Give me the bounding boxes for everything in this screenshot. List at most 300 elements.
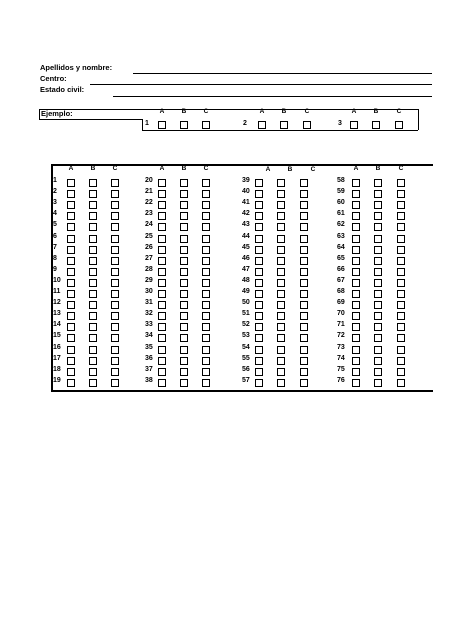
question-52-option-c-checkbox[interactable] [300,323,308,331]
question-number: 2 [53,188,57,195]
question-27-option-c-checkbox[interactable] [202,257,210,265]
question-19-option-a-checkbox[interactable] [67,379,75,387]
question-70-option-c-checkbox[interactable] [397,312,405,320]
question-51-option-a-checkbox[interactable] [255,312,263,320]
question-4-option-a-checkbox[interactable] [67,212,75,220]
question-21-option-c-checkbox[interactable] [202,190,210,198]
question-24-option-b-checkbox[interactable] [180,223,188,231]
question-13-option-a-checkbox[interactable] [67,312,75,320]
question-44-option-b-checkbox[interactable] [277,235,285,243]
question-73-option-a-checkbox[interactable] [352,346,360,354]
question-number: 66 [337,266,345,273]
question-34-option-b-checkbox[interactable] [180,334,188,342]
question-number: 27 [145,255,153,262]
question-53-option-b-checkbox[interactable] [277,334,285,342]
question-56-option-a-checkbox[interactable] [255,368,263,376]
question-number: 44 [242,233,250,240]
question-number: 76 [337,377,345,384]
question-number: 18 [53,366,61,373]
question-72-option-c-checkbox[interactable] [397,334,405,342]
question-73-option-c-checkbox[interactable] [397,346,405,354]
question-30-option-c-checkbox[interactable] [202,290,210,298]
question-32-option-c-checkbox[interactable] [202,312,210,320]
question-29-option-b-checkbox[interactable] [180,279,188,287]
question-26-option-b-checkbox[interactable] [180,246,188,254]
example-option-header-b: B [181,108,187,115]
example-option-header-b: B [373,108,379,115]
question-19-option-b-checkbox[interactable] [89,379,97,387]
question-9-option-a-checkbox[interactable] [67,268,75,276]
question-5-option-a-checkbox[interactable] [67,223,75,231]
question-19-option-c-checkbox[interactable] [111,379,119,387]
question-40-option-c-checkbox[interactable] [300,190,308,198]
question-64-option-c-checkbox[interactable] [397,246,405,254]
question-8-option-b-checkbox[interactable] [89,257,97,265]
question-17-option-c-checkbox[interactable] [111,357,119,365]
question-31-option-a-checkbox[interactable] [158,301,166,309]
question-3-option-b-checkbox[interactable] [89,201,97,209]
question-number: 68 [337,288,345,295]
question-11-option-c-checkbox[interactable] [111,290,119,298]
question-49-option-c-checkbox[interactable] [300,290,308,298]
civil-status-label: Estado civil: [40,85,85,94]
question-number: 63 [337,233,345,240]
column-2-header-a: A [159,165,165,172]
question-number: 41 [242,199,250,206]
question-number: 45 [242,244,250,251]
question-57-option-c-checkbox[interactable] [300,379,308,387]
question-number: 75 [337,366,345,373]
question-74-option-b-checkbox[interactable] [374,357,382,365]
question-number: 25 [145,233,153,240]
question-number: 19 [53,377,61,384]
question-40-option-b-checkbox[interactable] [277,190,285,198]
question-41-option-c-checkbox[interactable] [300,201,308,209]
question-55-option-b-checkbox[interactable] [277,357,285,365]
question-number: 65 [337,255,345,262]
question-60-option-c-checkbox[interactable] [397,201,405,209]
question-8-option-a-checkbox[interactable] [67,257,75,265]
question-76-option-b-checkbox[interactable] [374,379,382,387]
question-46-option-b-checkbox[interactable] [277,257,285,265]
question-number: 48 [242,277,250,284]
question-28-option-b-checkbox[interactable] [180,268,188,276]
example-option-header-a: A [259,108,265,115]
question-43-option-c-checkbox[interactable] [300,223,308,231]
question-31-option-b-checkbox[interactable] [180,301,188,309]
question-18-option-b-checkbox[interactable] [89,368,97,376]
example-option-header-a: A [159,108,165,115]
question-2-option-c-checkbox[interactable] [111,190,119,198]
question-55-option-a-checkbox[interactable] [255,357,263,365]
question-42-option-b-checkbox[interactable] [277,212,285,220]
question-number: 30 [145,288,153,295]
question-69-option-c-checkbox[interactable] [397,301,405,309]
question-9-option-c-checkbox[interactable] [111,268,119,276]
question-52-option-a-checkbox[interactable] [255,323,263,331]
question-53-option-a-checkbox[interactable] [255,334,263,342]
question-26-option-c-checkbox[interactable] [202,246,210,254]
question-number: 67 [337,277,345,284]
question-number: 12 [53,299,61,306]
question-50-option-c-checkbox[interactable] [300,301,308,309]
question-72-option-b-checkbox[interactable] [374,334,382,342]
question-43-option-a-checkbox[interactable] [255,223,263,231]
question-25-option-a-checkbox[interactable] [158,235,166,243]
question-74-option-c-checkbox[interactable] [397,357,405,365]
question-15-option-b-checkbox[interactable] [89,334,97,342]
question-33-option-a-checkbox[interactable] [158,323,166,331]
question-3-option-a-checkbox[interactable] [67,201,75,209]
question-14-option-b-checkbox[interactable] [89,323,97,331]
question-46-option-c-checkbox[interactable] [300,257,308,265]
question-54-option-c-checkbox[interactable] [300,346,308,354]
column-4-header-c: C [398,165,404,172]
question-59-option-a-checkbox[interactable] [352,190,360,198]
question-25-option-b-checkbox[interactable] [180,235,188,243]
question-56-option-b-checkbox[interactable] [277,368,285,376]
question-56-option-c-checkbox[interactable] [300,368,308,376]
question-42-option-c-checkbox[interactable] [300,212,308,220]
question-63-option-c-checkbox[interactable] [397,235,405,243]
example-1-option-a-checkbox[interactable] [158,121,166,129]
question-35-option-c-checkbox[interactable] [202,346,210,354]
question-70-option-b-checkbox[interactable] [374,312,382,320]
question-64-option-a-checkbox[interactable] [352,246,360,254]
question-51-option-c-checkbox[interactable] [300,312,308,320]
name-label: Apellidos y nombre: [40,63,113,72]
question-52-option-b-checkbox[interactable] [277,323,285,331]
question-70-option-a-checkbox[interactable] [352,312,360,320]
question-59-option-c-checkbox[interactable] [397,190,405,198]
question-20-option-a-checkbox[interactable] [158,179,166,187]
question-46-option-a-checkbox[interactable] [255,257,263,265]
question-25-option-c-checkbox[interactable] [202,235,210,243]
question-28-option-c-checkbox[interactable] [202,268,210,276]
question-14-option-a-checkbox[interactable] [67,323,75,331]
question-20-option-b-checkbox[interactable] [180,179,188,187]
question-number: 20 [145,177,153,184]
question-number: 28 [145,266,153,273]
question-63-option-b-checkbox[interactable] [374,235,382,243]
question-number: 71 [337,321,345,328]
question-66-option-c-checkbox[interactable] [397,268,405,276]
example-item-number: 1 [145,120,149,127]
question-1-option-b-checkbox[interactable] [89,179,97,187]
question-7-option-a-checkbox[interactable] [67,246,75,254]
question-55-option-c-checkbox[interactable] [300,357,308,365]
question-17-option-b-checkbox[interactable] [89,357,97,365]
question-number: 60 [337,199,345,206]
question-29-option-a-checkbox[interactable] [158,279,166,287]
column-2-header-b: B [181,165,187,172]
question-47-option-c-checkbox[interactable] [300,268,308,276]
question-34-option-c-checkbox[interactable] [202,334,210,342]
question-36-option-a-checkbox[interactable] [158,357,166,365]
question-number: 3 [53,199,57,206]
question-26-option-a-checkbox[interactable] [158,246,166,254]
question-number: 61 [337,210,345,217]
example-2-option-b-checkbox[interactable] [280,121,288,129]
question-40-option-a-checkbox[interactable] [255,190,263,198]
question-10-option-c-checkbox[interactable] [111,279,119,287]
question-65-option-c-checkbox[interactable] [397,257,405,265]
example-2-option-c-checkbox[interactable] [303,121,311,129]
question-57-option-b-checkbox[interactable] [277,379,285,387]
question-number: 74 [337,355,345,362]
question-66-option-a-checkbox[interactable] [352,268,360,276]
question-58-option-b-checkbox[interactable] [374,179,382,187]
question-20-option-c-checkbox[interactable] [202,179,210,187]
question-30-option-a-checkbox[interactable] [158,290,166,298]
question-74-option-a-checkbox[interactable] [352,357,360,365]
question-64-option-b-checkbox[interactable] [374,246,382,254]
question-67-option-c-checkbox[interactable] [397,279,405,287]
question-8-option-c-checkbox[interactable] [111,257,119,265]
question-11-option-b-checkbox[interactable] [89,290,97,298]
question-65-option-a-checkbox[interactable] [352,257,360,265]
question-39-option-a-checkbox[interactable] [255,179,263,187]
question-49-option-a-checkbox[interactable] [255,290,263,298]
question-number: 54 [242,344,250,351]
question-68-option-c-checkbox[interactable] [397,290,405,298]
question-12-option-c-checkbox[interactable] [111,301,119,309]
question-number: 64 [337,244,345,251]
question-27-option-a-checkbox[interactable] [158,257,166,265]
example-box-border-mid [39,119,142,120]
question-58-option-a-checkbox[interactable] [352,179,360,187]
question-63-option-a-checkbox[interactable] [352,235,360,243]
question-13-option-c-checkbox[interactable] [111,312,119,320]
question-24-option-a-checkbox[interactable] [158,223,166,231]
question-39-option-c-checkbox[interactable] [300,179,308,187]
question-48-option-a-checkbox[interactable] [255,279,263,287]
question-2-option-a-checkbox[interactable] [67,190,75,198]
question-44-option-a-checkbox[interactable] [255,235,263,243]
civil-status-field-line[interactable] [113,96,432,97]
question-number: 21 [145,188,153,195]
question-59-option-b-checkbox[interactable] [374,190,382,198]
question-7-option-b-checkbox[interactable] [89,246,97,254]
question-23-option-c-checkbox[interactable] [202,212,210,220]
question-number: 17 [53,355,61,362]
question-76-option-a-checkbox[interactable] [352,379,360,387]
question-37-option-a-checkbox[interactable] [158,368,166,376]
question-number: 40 [242,188,250,195]
question-45-option-c-checkbox[interactable] [300,246,308,254]
question-6-option-c-checkbox[interactable] [111,235,119,243]
question-36-option-b-checkbox[interactable] [180,357,188,365]
question-60-option-b-checkbox[interactable] [374,201,382,209]
question-1-option-c-checkbox[interactable] [111,179,119,187]
name-field-line[interactable] [133,73,432,74]
example-box-border-top [39,109,418,110]
question-43-option-b-checkbox[interactable] [277,223,285,231]
question-18-option-a-checkbox[interactable] [67,368,75,376]
question-31-option-c-checkbox[interactable] [202,301,210,309]
question-61-option-b-checkbox[interactable] [374,212,382,220]
question-58-option-c-checkbox[interactable] [397,179,405,187]
question-9-option-b-checkbox[interactable] [89,268,97,276]
question-50-option-b-checkbox[interactable] [277,301,285,309]
question-71-option-a-checkbox[interactable] [352,323,360,331]
question-number: 51 [242,310,250,317]
question-28-option-a-checkbox[interactable] [158,268,166,276]
center-label: Centro: [40,74,67,83]
question-62-option-a-checkbox[interactable] [352,223,360,231]
question-number: 52 [242,321,250,328]
question-17-option-a-checkbox[interactable] [67,357,75,365]
question-48-option-b-checkbox[interactable] [277,279,285,287]
question-3-option-c-checkbox[interactable] [111,201,119,209]
question-72-option-a-checkbox[interactable] [352,334,360,342]
question-65-option-b-checkbox[interactable] [374,257,382,265]
question-24-option-c-checkbox[interactable] [202,223,210,231]
example-2-option-a-checkbox[interactable] [258,121,266,129]
center-field-line[interactable] [90,84,432,85]
example-3-option-c-checkbox[interactable] [395,121,403,129]
answer-grid-border-bottom [51,390,433,392]
question-10-option-b-checkbox[interactable] [89,279,97,287]
example-3-option-a-checkbox[interactable] [350,121,358,129]
example-box-border-step [142,119,143,130]
question-21-option-a-checkbox[interactable] [158,190,166,198]
question-71-option-c-checkbox[interactable] [397,323,405,331]
question-75-option-b-checkbox[interactable] [374,368,382,376]
column-3-header-c: C [310,166,316,173]
question-62-option-b-checkbox[interactable] [374,223,382,231]
question-6-option-a-checkbox[interactable] [67,235,75,243]
question-42-option-a-checkbox[interactable] [255,212,263,220]
question-61-option-a-checkbox[interactable] [352,212,360,220]
question-16-option-b-checkbox[interactable] [89,346,97,354]
question-50-option-a-checkbox[interactable] [255,301,263,309]
question-53-option-c-checkbox[interactable] [300,334,308,342]
question-41-option-a-checkbox[interactable] [255,201,263,209]
question-16-option-a-checkbox[interactable] [67,346,75,354]
question-22-option-a-checkbox[interactable] [158,201,166,209]
question-33-option-c-checkbox[interactable] [202,323,210,331]
question-16-option-c-checkbox[interactable] [111,346,119,354]
question-23-option-a-checkbox[interactable] [158,212,166,220]
example-label: Ejemplo: [41,109,73,118]
question-45-option-a-checkbox[interactable] [255,246,263,254]
question-7-option-c-checkbox[interactable] [111,246,119,254]
question-35-option-b-checkbox[interactable] [180,346,188,354]
question-15-option-a-checkbox[interactable] [67,334,75,342]
question-35-option-a-checkbox[interactable] [158,346,166,354]
question-48-option-c-checkbox[interactable] [300,279,308,287]
question-41-option-b-checkbox[interactable] [277,201,285,209]
question-47-option-a-checkbox[interactable] [255,268,263,276]
question-45-option-b-checkbox[interactable] [277,246,285,254]
question-22-option-c-checkbox[interactable] [202,201,210,209]
question-66-option-b-checkbox[interactable] [374,268,382,276]
question-69-option-a-checkbox[interactable] [352,301,360,309]
question-number: 14 [53,321,61,328]
question-15-option-c-checkbox[interactable] [111,334,119,342]
question-10-option-a-checkbox[interactable] [67,279,75,287]
question-60-option-a-checkbox[interactable] [352,201,360,209]
question-68-option-a-checkbox[interactable] [352,290,360,298]
question-21-option-b-checkbox[interactable] [180,190,188,198]
question-38-option-c-checkbox[interactable] [202,379,210,387]
question-76-option-c-checkbox[interactable] [397,379,405,387]
question-30-option-b-checkbox[interactable] [180,290,188,298]
question-5-option-b-checkbox[interactable] [89,223,97,231]
question-12-option-b-checkbox[interactable] [89,301,97,309]
question-number: 6 [53,233,57,240]
question-39-option-b-checkbox[interactable] [277,179,285,187]
question-32-option-b-checkbox[interactable] [180,312,188,320]
question-69-option-b-checkbox[interactable] [374,301,382,309]
question-14-option-c-checkbox[interactable] [111,323,119,331]
question-1-option-a-checkbox[interactable] [67,179,75,187]
question-13-option-b-checkbox[interactable] [89,312,97,320]
example-item-number: 2 [243,120,247,127]
question-75-option-c-checkbox[interactable] [397,368,405,376]
question-5-option-c-checkbox[interactable] [111,223,119,231]
question-73-option-b-checkbox[interactable] [374,346,382,354]
question-11-option-a-checkbox[interactable] [67,290,75,298]
question-34-option-a-checkbox[interactable] [158,334,166,342]
question-37-option-c-checkbox[interactable] [202,368,210,376]
question-4-option-b-checkbox[interactable] [89,212,97,220]
question-44-option-c-checkbox[interactable] [300,235,308,243]
question-37-option-b-checkbox[interactable] [180,368,188,376]
example-box-border-right [418,109,419,130]
question-38-option-a-checkbox[interactable] [158,379,166,387]
example-1-option-c-checkbox[interactable] [202,121,210,129]
question-38-option-b-checkbox[interactable] [180,379,188,387]
question-67-option-a-checkbox[interactable] [352,279,360,287]
question-number: 69 [337,299,345,306]
example-3-option-b-checkbox[interactable] [372,121,380,129]
question-number: 53 [242,332,250,339]
column-4-header-b: B [375,165,381,172]
question-54-option-b-checkbox[interactable] [277,346,285,354]
question-68-option-b-checkbox[interactable] [374,290,382,298]
question-29-option-c-checkbox[interactable] [202,279,210,287]
question-12-option-a-checkbox[interactable] [67,301,75,309]
question-4-option-c-checkbox[interactable] [111,212,119,220]
question-33-option-b-checkbox[interactable] [180,323,188,331]
question-6-option-b-checkbox[interactable] [89,235,97,243]
question-36-option-c-checkbox[interactable] [202,357,210,365]
question-67-option-b-checkbox[interactable] [374,279,382,287]
question-22-option-b-checkbox[interactable] [180,201,188,209]
question-57-option-a-checkbox[interactable] [255,379,263,387]
question-23-option-b-checkbox[interactable] [180,212,188,220]
question-61-option-c-checkbox[interactable] [397,212,405,220]
question-54-option-a-checkbox[interactable] [255,346,263,354]
question-32-option-a-checkbox[interactable] [158,312,166,320]
question-number: 72 [337,332,345,339]
question-18-option-c-checkbox[interactable] [111,368,119,376]
question-49-option-b-checkbox[interactable] [277,290,285,298]
question-number: 23 [145,210,153,217]
question-number: 36 [145,355,153,362]
question-2-option-b-checkbox[interactable] [89,190,97,198]
question-62-option-c-checkbox[interactable] [397,223,405,231]
question-27-option-b-checkbox[interactable] [180,257,188,265]
question-number: 50 [242,299,250,306]
example-1-option-b-checkbox[interactable] [180,121,188,129]
question-47-option-b-checkbox[interactable] [277,268,285,276]
question-71-option-b-checkbox[interactable] [374,323,382,331]
question-75-option-a-checkbox[interactable] [352,368,360,376]
question-51-option-b-checkbox[interactable] [277,312,285,320]
